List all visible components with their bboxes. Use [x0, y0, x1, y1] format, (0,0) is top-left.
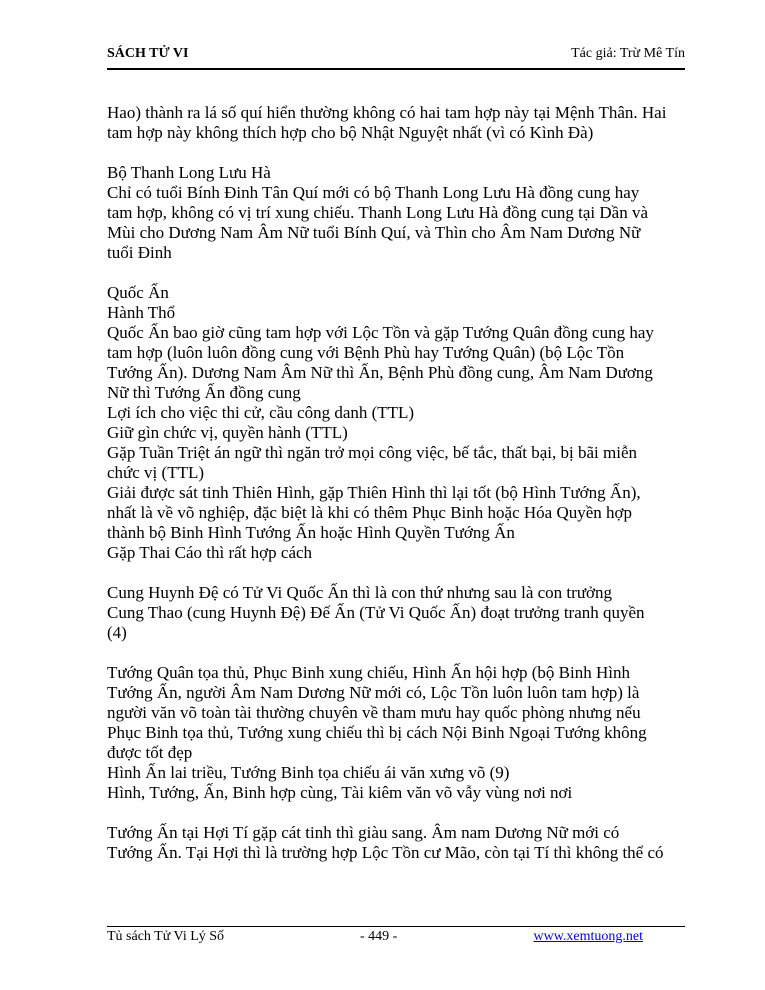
text-line: Lợi ích cho việc thi cử, cầu công danh (TTL) — [107, 403, 415, 422]
text-line: Mùi cho Dương Nam Âm Nữ tuổi Bính Quí, và Thìn cho Âm Nam Dương Nữ — [107, 223, 641, 242]
text-line: Giải được sát tinh Thiên Hình, gặp Thiên Hình thì lại tốt (bộ Hình Tướng Ấn), — [107, 483, 641, 502]
text-line: Hành Thổ — [107, 303, 176, 322]
text-line: Nữ thì Tướng Ấn đồng cung — [107, 383, 301, 402]
text-line: chức vị (TTL) — [107, 463, 205, 482]
text-line: Gặp Tuần Triệt án ngữ thì ngăn trở mọi công việc, bế tắc, thất bại, bị bãi miễn — [107, 443, 638, 462]
paragraph-gap — [107, 643, 697, 663]
text-line: Bộ Thanh Long Lưu Hà — [107, 163, 271, 182]
paragraph — [107, 663, 697, 803]
text-line: Cung Huynh Đệ có Tử Vi Quốc Ấn thì là con thứ nhưng sau là con trưởng — [107, 583, 613, 602]
page-header — [107, 44, 685, 70]
text-line: Quốc Ấn — [107, 283, 169, 302]
text-line: Cung Thao (cung Huynh Đệ) Đế Ấn (Tử Vi Quốc Ấn) đoạt trưởng tranh quyền — [107, 603, 645, 622]
paragraph-gap — [107, 143, 697, 163]
text-line: Tướng Quân tọa thủ, Phục Binh xung chiếu, Hình Ấn hội hợp (bộ Binh Hình — [107, 663, 630, 682]
paragraph-gap — [107, 263, 697, 283]
paragraph — [107, 283, 697, 563]
text-line: thành bộ Binh Hình Tướng Ấn hoặc Hình Quyền Tướng Ấn — [107, 523, 515, 542]
text-line: Quốc Ấn bao giờ cũng tam hợp với Lộc Tồn và gặp Tướng Quân đồng cung hay — [107, 323, 654, 342]
text-line: Tướng Ấn, người Âm Nam Dương Nữ mới có, Lộc Tồn luôn luôn tam hợp) là — [107, 683, 640, 702]
text-line: Tướng Ấn). Dương Nam Âm Nữ thì Ấn, Bệnh Phù đồng cung, Âm Nam Dương — [107, 363, 653, 382]
text-line: tam hợp này không thích hợp cho bộ Nhật Nguyệt nhất (vì có Kình Đà) — [107, 123, 594, 142]
text-line: được tốt đẹp — [107, 743, 193, 762]
book-title: SÁCH TỬ VI — [107, 46, 189, 61]
paragraph — [107, 103, 697, 143]
series-name: Tủ sách Tử Vi Lý Số — [107, 929, 225, 944]
text-line: Chỉ có tuổi Bính Đinh Tân Quí mới có bộ Thanh Long Lưu Hà đồng cung hay — [107, 183, 640, 202]
document-body — [107, 103, 697, 863]
paragraph-gap — [107, 563, 697, 583]
page-number: - 449 - — [360, 929, 398, 944]
page-footer — [107, 926, 685, 951]
text-line: người văn võ toàn tài thường chuyên về tham mưu hay quốc phòng nhưng nếu — [107, 703, 641, 722]
text-line: nhất là về võ nghiệp, đặc biệt là khi có thêm Phục Binh hoặc Hóa Quyền hợp — [107, 503, 632, 522]
text-line: tam hợp (luôn luôn đồng cung với Bệnh Phù hay Tướng Quân) (bộ Lộc Tồn — [107, 343, 625, 362]
text-line: Phục Binh tọa thủ, Tướng xung chiếu thì bị cách Nội Binh Ngoại Tướng không — [107, 723, 647, 742]
website-link[interactable]: www.xemtuong.net — [533, 929, 643, 944]
text-line: Hao) thành ra lá số quí hiển thường không có hai tam hợp này tại Mệnh Thân. Hai — [107, 103, 667, 122]
text-line: Giữ gìn chức vị, quyền hành (TTL) — [107, 423, 348, 442]
text-line: Tướng Ấn tại Hợi Tí gặp cát tinh thì giàu sang. Âm nam Dương Nữ mới có — [107, 823, 620, 842]
paragraph-gap — [107, 803, 697, 823]
text-line: Hình Ấn lai triều, Tướng Binh tọa chiếu ái văn xưng võ (9) — [107, 763, 510, 782]
text-line: tuổi Đinh — [107, 243, 172, 262]
text-line: tam hợp, không có vị trí xung chiếu. Thanh Long Lưu Hà đồng cung tại Dần và — [107, 203, 649, 222]
author-credit: Tác giả: Trừ Mê Tín — [571, 46, 685, 61]
paragraph — [107, 583, 697, 643]
text-line: Gặp Thai Cáo thì rất hợp cách — [107, 543, 313, 562]
paragraph — [107, 163, 697, 263]
text-line: Hình, Tướng, Ấn, Binh hợp cùng, Tài kiêm văn võ vẫy vùng nơi nơi — [107, 783, 573, 802]
text-line: Tướng Ấn. Tại Hợi thì là trường hợp Lộc Tồn cư Mão, còn tại Tí thì không thể có — [107, 843, 664, 862]
text-line: (4) — [107, 623, 127, 642]
paragraph — [107, 823, 697, 863]
